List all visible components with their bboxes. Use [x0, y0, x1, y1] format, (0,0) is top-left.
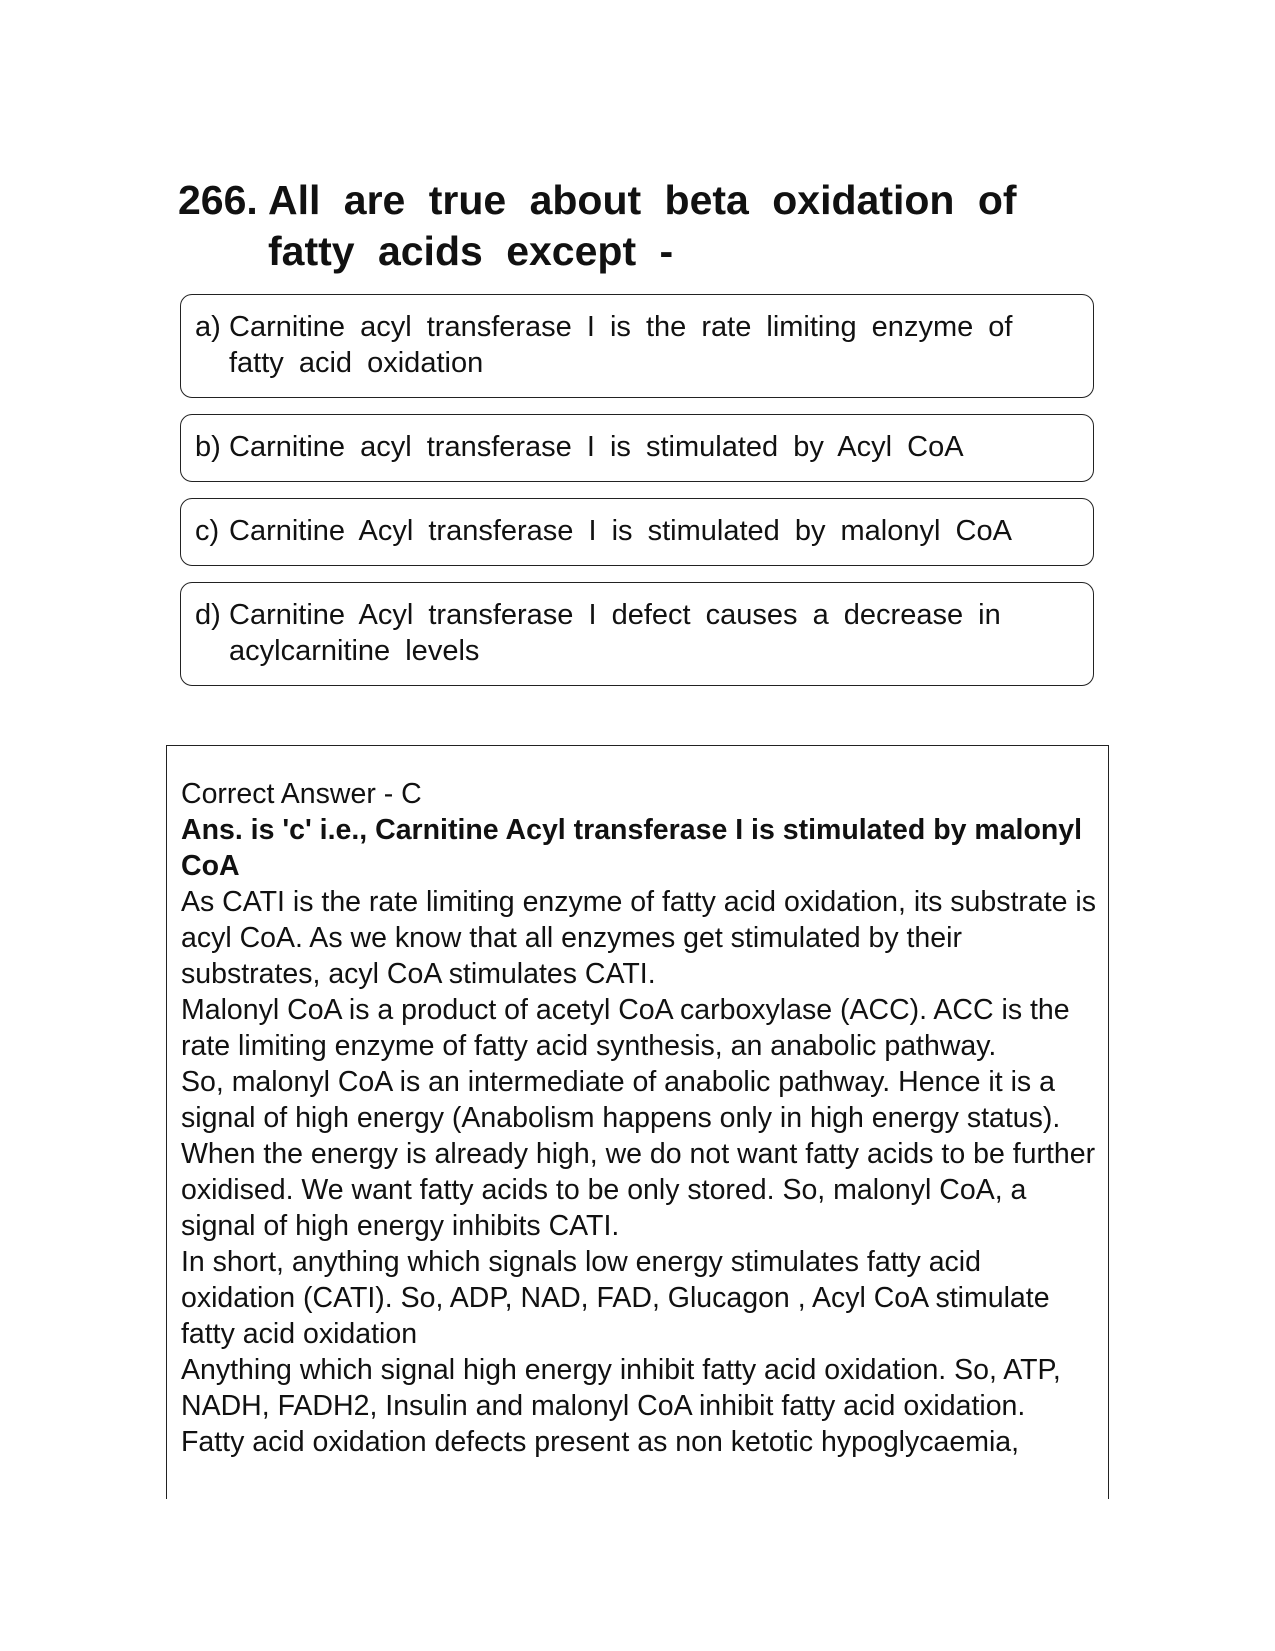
option-b[interactable] [180, 414, 1094, 482]
explanation-text: Anything which signal high energy inhibit fatty acid oxidation. So, ATP, NADH, FADH2, Insulin and malonyl CoA inhibit fatty acid oxidation. [181, 1354, 1061, 1422]
option-letter: d) [195, 599, 221, 631]
answer-content [181, 776, 1101, 1460]
option-letter: c) [195, 515, 220, 547]
option-a[interactable] [180, 294, 1094, 398]
option-text: Carnitine Acyl transferase I defect causes a decrease in acylcarnitine levels [229, 599, 1001, 667]
explanation-item [181, 992, 1101, 1064]
explanation-text: So, malonyl CoA is an intermediate of anabolic pathway. Hence it is a signal of high energy (Anabolism happens only in high energy status). When the energy is already high, we do not want fatty acids to be further oxidised. We want fatty acids to be only stored. So, malonyl CoA, a signal of high energy inhibits CATI. [181, 1066, 1096, 1242]
option-text: Carnitine Acyl transferase I is stimulated by malonyl CoA [229, 515, 1012, 547]
answer-explanation-box [166, 745, 1109, 1499]
option-c[interactable] [180, 498, 1094, 566]
question-text: All are true about beta oxidation of fatty acids except - [268, 177, 1017, 274]
question-heading [178, 175, 1058, 277]
question-number: 266. [178, 177, 258, 223]
option-letter: a) [195, 311, 221, 343]
explanation-text: Fatty acid oxidation defects present as non ketotic hypoglycaemia, [181, 1426, 1020, 1458]
option-d[interactable] [180, 582, 1094, 686]
option-text: Carnitine acyl transferase I is stimulated by Acyl CoA [229, 431, 964, 463]
explanation-list [181, 884, 1101, 1460]
explanation-text: In short, anything which signals low energy stimulates fatty acid oxidation (CATI). So, ADP, NAD, FAD, Glucagon , Acyl CoA stimulate fatty acid oxidation [181, 1246, 1050, 1350]
explanation-item [181, 1064, 1101, 1244]
explanation-text: As CATI is the rate limiting enzyme of fatty acid oxidation, its substrate is acyl CoA. As we know that all enzymes get stimulated by their substrates, acyl CoA stimulates CATI. [181, 886, 1097, 990]
explanation-item [181, 1424, 1101, 1460]
correct-answer-label: Correct Answer - C [181, 778, 422, 810]
explanation-item [181, 1244, 1101, 1352]
option-text: Carnitine acyl transferase I is the rate limiting enzyme of fatty acid oxidation [229, 311, 1013, 379]
answer-statement: Ans. is 'c' i.e., Carnitine Acyl transferase I is stimulated by malonyl CoA [181, 814, 1083, 882]
explanation-item [181, 884, 1101, 992]
explanation-item [181, 1352, 1101, 1424]
option-letter: b) [195, 431, 221, 463]
explanation-text: Malonyl CoA is a product of acetyl CoA carboxylase (ACC). ACC is the rate limiting enzyme of fatty acid synthesis, an anabolic pathway. [181, 994, 1070, 1062]
